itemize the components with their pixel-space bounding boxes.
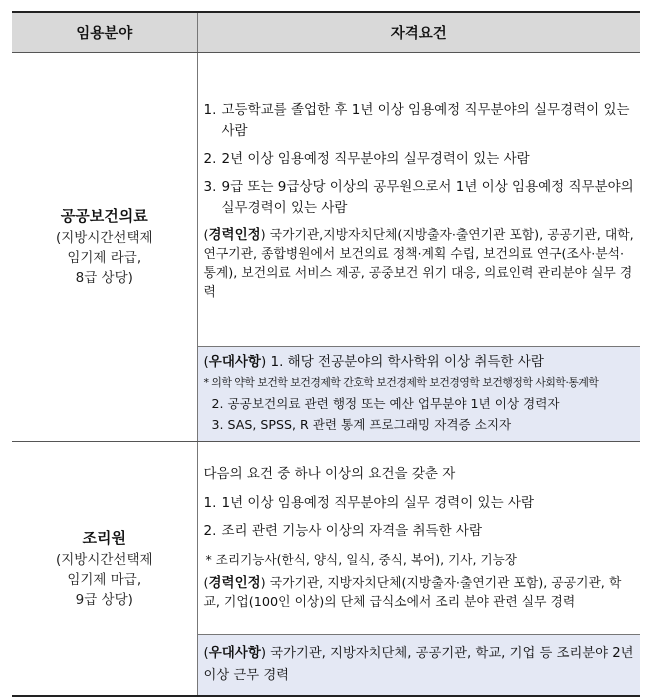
- field-name: 공공보건의료: [60, 207, 148, 225]
- pref-line-2: 2. 공공보건의료 관련 행정 또는 예산 업무분야 1년 이상 경력자: [211, 395, 560, 411]
- header-row: [12, 12, 640, 53]
- list-item: 3. 9급 또는 9급상당 이상의 공무원으로서 1년 이상 임용예정 직무분야의 실무경력이 있는 사람: [203, 179, 634, 216]
- career-label: 경력인정: [208, 575, 261, 591]
- list-item: 1. 1년 이상 임용예정 직무분야의 실무 경력이 있는 사람: [203, 495, 534, 511]
- pref-label: 우대사항: [208, 353, 261, 370]
- career-recognition: (경력인정) 국가기관,지방자치단체(지방출자·출연기관 포함), 공공기관, 대학, 연구기관, 종합병원에서 보건의료 정책·계획 수립, 보건의료 연구(조사·분석·통계), 보건의료 서비스 제공, 공중보건 위기 대응, 의료인력 관리분야 실무 경력: [203, 227, 634, 300]
- field-cell: [12, 53, 197, 442]
- cert-note: * 조리기능사(한식, 양식, 일식, 중식, 복어), 기사, 기능장: [205, 552, 517, 567]
- requirements-intro: 다음의 요건 중 하나 이상의 요건을 갖춘 자: [203, 466, 456, 482]
- header-requirements: 자격요건: [197, 12, 640, 53]
- list-item: 2. 2년 이상 임용예정 직무분야의 실무경력이 있는 사람: [203, 151, 530, 167]
- preference-cell: [197, 635, 640, 697]
- pref-label: 우대사항: [208, 644, 261, 661]
- field-name: 조리원: [82, 528, 126, 547]
- preference-cell: [197, 347, 640, 442]
- table-row: [12, 442, 640, 635]
- pref-text: (우대사항) 국가기관, 지방자치단체, 공공기관, 학교, 기업 등 조리분야 2년 이상 근무 경력: [203, 644, 634, 683]
- list-item: 1. 고등학교를 졸업한 후 1년 이상 임용예정 직무분야의 실무경력이 있는 사람: [203, 102, 630, 139]
- header-field: 임용분야: [12, 12, 197, 53]
- career-recognition: (경력인정) 국가기관, 지방자치단체(지방출자·출연기관 포함), 공공기관, 학교, 기업(100인 이상)의 단체 급식소에서 조리 분야 관련 실무 경력: [203, 575, 622, 610]
- pref-line-3: 3. SAS, SPSS, R 관련 통계 프로그래밍 자격증 소지자: [211, 416, 512, 432]
- list-item: 2. 조리 관련 기능사 이상의 자격을 취득한 사람: [203, 523, 482, 539]
- pref-note: * 의학 약학 보건학 보건경제학 간호학 보건경제학 보건경영학 보건행정학 사회학·통계학: [203, 375, 599, 389]
- qualification-table: [12, 11, 640, 697]
- pref-line-1: (우대사항) 1. 해당 전공분야의 학사학위 이상 취득한 사람: [203, 353, 544, 370]
- career-label: 경력인정: [208, 227, 261, 243]
- field-grade: (지방시간선택제 임기제 라급, 8급 상당): [55, 230, 153, 286]
- requirements-cell: [197, 53, 640, 347]
- table-row: [12, 53, 640, 347]
- field-cell: [12, 442, 197, 697]
- requirements-cell: [197, 442, 640, 635]
- field-grade: (지방시간선택제 임기제 마급, 9급 상당): [55, 551, 153, 608]
